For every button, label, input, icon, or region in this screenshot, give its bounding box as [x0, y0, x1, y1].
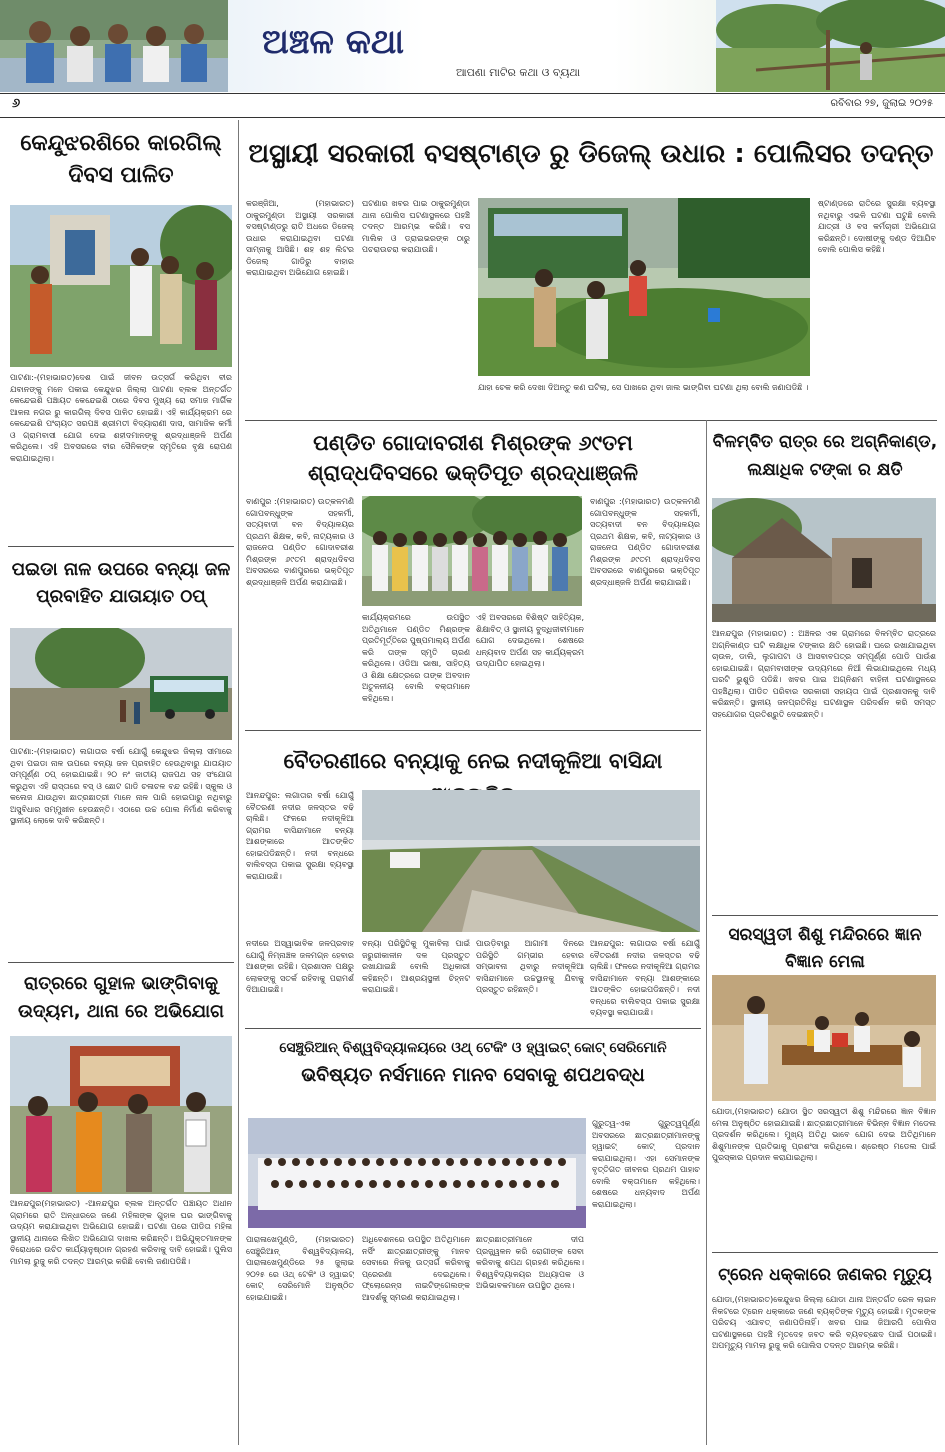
flood-road-photo — [10, 628, 232, 740]
flood-road-headline: ପଇଡା ନାଳ ଉପରେ ବନ୍ୟା ଜଳ ପ୍ରବାହିତ ଯାତାୟାତ ଠପ୍ — [11, 559, 231, 607]
nursing-body-col3: ଛାତ୍ରଛାତ୍ରୀମାନେ ଦୀପ ପ୍ରଜ୍ଜ୍ୱଳନ କରି ରୋଗୀଙ୍କ ସେବା କରିବାକୁ ଶପଥ ଗ୍ରହଣ କରିଥିଲେ। ବିଶ୍ୱବିଦ୍ୟାଳୟର ଅଧ୍ୟାପକ ଓ ଅଭିଭାବକମାନେ ଉପସ୍ଥିତ ଥିଲେ। — [476, 1235, 584, 1290]
saraswati-body: ଯୋଡା,(ମହାଭାରତ) ଯୋଡା ସ୍ଥିତ ସରସ୍ୱତୀ ଶିଶୁ ମନ୍ଦିରରେ ଜ୍ଞାନ ବିଜ୍ଞାନ ମେଳା ଅନୁଷ୍ଠିତ ହୋଇଯାଇଛି। ଛାତ୍ରଛାତ୍ରୀମାନେ ବିଭିନ୍ନ ବିଜ୍ଞାନ ମଡେଲ ପ୍ରଦର୍ଶନ କରିଥିଲେ। ମୁଖ୍ୟ ଅତିଥି ଭାବେ ଯୋଗ ଦେଇ ଅତିଥିମାନେ ଶିଶୁମାନଙ୍କ ପ୍ରତିଭାକୁ ପ୍ରଶଂସା କରିଥିଲେ। ଶ୍ରେଷ୍ଠ ମଡେଲ ପାଇଁ ପୁରସ୍କାର ପ୍ରଦାନ କରାଯାଇଥିଲା। — [712, 1107, 936, 1162]
issue-date: ରବିବାର ୨୭, ଜୁଲାଇ ୨୦୨୫ — [830, 98, 933, 109]
diesel-caption: ଯାହା ଚେକ କରି ଦେଖା ଦିଅନ୍ତୁ କଣ ଘଟିଲା, ସେ ପାଖରେ ଥିବା ଜାଲ ଭାଙ୍ଗିବା ଘଟଣା ଥିଲା ବୋଲି ଜଣାପଡିଛି । — [478, 383, 809, 392]
nursing-body-col1: ପାରାଳାଖେମୁଣ୍ଡି, (ମହାଭାରତ) ସେଞ୍ଚୁରିଆନ୍ ବିଶ୍ୱବିଦ୍ୟାଳୟ, ପାରାଳାଖେମୁଣ୍ଡିରେ ୨୫ ଜୁଲାଇ ୨୦୨୫ ରେ ଓଥ୍ ଟେକିଂ ଓ ହ୍ୱାଇଟ୍ କୋଟ୍ ସେରିମୋନି ଅନୁଷ୍ଠିତ ହୋଇଯାଇଛି। — [246, 1235, 354, 1302]
train-headline: ଟ୍ରେନ ଧକ୍କାରେ ଜଣକର ମୃତ୍ୟୁ — [718, 1265, 932, 1285]
godabarish-headline-2: ଶ୍ରାଦ୍ଧଦିବସରେ ଭକ୍ତିପୂତ ଶ୍ରଦ୍ଧାଞ୍ଜଳି — [308, 461, 638, 485]
center-rule-3 — [245, 1028, 701, 1029]
baitarani-body-col1: ଆନନ୍ଦପୁର: ଲଗାତାର ବର୍ଷା ଯୋଗୁଁ ବୈତରଣୀ ନଦୀର ଜଳସ୍ତର ବଢି ଚାଲିଛି। ଫଳରେ ନଦୀକୂଳିଆ ଗ୍ରାମର ବାସିନ୍ଦାମାନେ ବନ୍ୟା ଆଶଙ୍କାରେ ଆତଙ୍କିତ ହୋଇପଡିଛନ୍ତି। ନଦୀ ବନ୍ଧରେ ବାଲିବସ୍ତା ପକାଇ ସୁରକ୍ଷା ବ୍ୟବସ୍ଥା କରାଯାଉଛି। — [246, 791, 354, 881]
right-rule-1 — [712, 915, 938, 916]
center-rule-1 — [245, 420, 937, 421]
fire-photo — [712, 498, 936, 622]
date-strip-bottom-rule — [0, 117, 945, 118]
train-body: ଯୋଡା,(ମହାଭାରତ)କେନ୍ଦୁଝର ଜିଲ୍ଲା ଯୋଡା ଥାନା ଅନ୍ତର୍ଗତ ରେଳ ଲାଇନ ନିକଟରେ ଟ୍ରେନ ଧକ୍କାରେ ଜଣେ ବ୍ୟକ୍ତିଙ୍କ ମୃତ୍ୟୁ ହୋଇଛି। ମୃତକଙ୍କ ପରିଚୟ ଏଯାବତ୍ ଜଣାପଡିନାହିଁ। ଖବର ପାଇ ଜିଆରପି ପୋଲିସ ଘଟଣାସ୍ଥଳରେ ପହଞ୍ଚି ମୃତଦେହ ଜବତ କରି ବ୍ୟବଚ୍ଛେଦ ପାଇଁ ପଠାଇଛି। ଅପମୃତ୍ୟୁ ମାମଲା ରୁଜୁ କରି ପୋଲିସ ତଦନ୍ତ ଆରମ୍ଭ କରିଛି। — [712, 1295, 936, 1350]
right-column-rule — [706, 420, 707, 1445]
godabarish-body-col4: ବାଣପୁର :(ମହାଭାରତ) ଉତ୍କଳମଣି ଗୋପବନ୍ଧୁଙ୍କ ସହକର୍ମୀ, ସତ୍ୟବାଦୀ ବନ ବିଦ୍ୟାଳୟର ପ୍ରଥମ ଶିକ୍ଷକ, କବି, ନାଟ୍ୟକାର ଓ ରାଜନେତା ପଣ୍ଡିତ ଗୋଦାବରୀଶ ମିଶ୍ରଙ୍କ ୬୯ତମ ଶ୍ରାଦ୍ଧଦିବସ ଅବସରରେ ବାଣପୁରରେ ଭକ୍ତିପୂତ ଶ୍ରଦ୍ଧାଞ୍ଜଳି ଅର୍ପଣ କରାଯାଇଛି। — [590, 497, 700, 587]
cowshed-photo — [10, 1036, 232, 1194]
page-number: ୬ — [12, 96, 21, 111]
baitarani-body-col5: ଆନନ୍ଦପୁର: ଲଗାତାର ବର୍ଷା ଯୋଗୁଁ ବୈତରଣୀ ନଦୀର ଜଳସ୍ତର ବଢି ଚାଲିଛି। ଫଳରେ ନଦୀକୂଳିଆ ଗ୍ରାମର ବାସିନ୍ଦାମାନେ ବନ୍ୟା ଆଶଙ୍କାରେ ଆତଙ୍କିତ ହୋଇପଡିଛନ୍ତି। ନଦୀ ବନ୍ଧରେ ବାଲିବସ୍ତା ପକାଇ ସୁରକ୍ଷା ବ୍ୟବସ୍ଥା କରାଯାଉଛି। — [590, 939, 700, 1017]
masthead-tagline: ଆପଣା ମାଟିର କଥା ଓ ବ୍ୟଥା — [456, 66, 581, 79]
baitarani-body-col2: ନଦୀରେ ଅସ୍ୱାଭାବିକ ଜଳପ୍ରବାହ ଯୋଗୁଁ ନିମ୍ନାଞ୍ଚଳ ଜଳମଗ୍ନ ହେବାର ଆଶଙ୍କା ରହିଛି। ପ୍ରଶାସନ ପକ୍ଷରୁ ଲୋକଙ୍କୁ ସତର୍କ ରହିବାକୁ ପରାମର୍ଶ ଦିଆଯାଇଛି। — [246, 939, 354, 994]
baitarani-body-col3: ବନ୍ୟା ପରିସ୍ଥିତିକୁ ମୁକାବିଲା ପାଇଁ ଜରୁରୀକାଳୀନ ଦଳ ପ୍ରସ୍ତୁତ ରଖାଯାଇଛି ବୋଲି ଅଧିକାରୀ କହିଛନ୍ତି। ଆଶ୍ରୟସ୍ଥଳୀ ଚିହ୍ନଟ କରାଯାଇଛି। — [362, 939, 470, 994]
nursing-body-col2: ଅଧିବେଶନରେ ଉପସ୍ଥିତ ଅତିଥିମାନେ ନର୍ସିଂ ଛାତ୍ରଛାତ୍ରୀଙ୍କୁ ମାନବ ସେବାରେ ନିଜକୁ ଉତ୍ସର୍ଗ କରିବାକୁ ପ୍ରେରଣା ଦେଇଥିଲେ। ଫ୍ଲୋରେନ୍ସ ନାଇଟିଙ୍ଗେଲଙ୍କ ଆଦର୍ଶକୁ ସ୍ମରଣ କରାଯାଇଥିଲା। — [362, 1235, 470, 1302]
masthead-title: ଅଞ୍ଚଳ କଥା — [262, 22, 405, 62]
masthead-photo-children — [0, 0, 228, 92]
nursing-headline-1: ସେଞ୍ଚୁରିଆନ୍ ବିଶ୍ୱବିଦ୍ୟାଳୟରେ ଓଥ୍ ଟେକିଂ ଓ ହ୍ୱାଇଟ୍ କୋଟ୍ ସେରିମୋନି — [279, 1040, 667, 1056]
baitarani-photo — [362, 790, 700, 932]
left-column-rule — [238, 120, 239, 1445]
diesel-headline: ଅସ୍ଥାୟୀ ସରକାରୀ ବସଷ୍ଟାଣ୍ଡ ରୁ ଡିଜେଲ୍ ଉଧାର : ପୋଲିସର ତଦନ୍ତ — [248, 139, 934, 169]
right-rule-2 — [712, 1252, 938, 1253]
godabarish-body-col3: ଏହି ଅବସରରେ ବିଶିଷ୍ଟ ସାହିତ୍ୟିକ, ଶିକ୍ଷାବିତ୍ ଓ ସ୍ଥାନୀୟ ବୁଦ୍ଧିଜୀବୀମାନେ ଯୋଗ ଦେଇଥିଲେ। ଶେଷରେ ଧନ୍ୟବାଦ ଅର୍ପଣ ସହ କାର୍ଯ୍ୟକ୍ରମ ଉଦ୍ଯାପିତ ହୋଇଥିଲା। — [476, 613, 584, 668]
kargil-headline: କେନ୍ଦୁଝରଶିରେ କାରଗିଲ୍ ଦିବସ ପାଳିତ — [20, 131, 222, 188]
baitarani-body-col4: ପାଉଡ଼ିବାରୁ ଆଗାମୀ ଦିନରେ ପରିସ୍ଥିତି ଗମ୍ଭୀର ହେବାର ସମ୍ଭାବନା ଥିବାରୁ ନଦୀକୂଳିଆ ବାସିନ୍ଦାମାନେ ଉଚ୍ଚସ୍ଥାନକୁ ଯିବାକୁ ପ୍ରସ୍ତୁତ ରହିଛନ୍ତି। — [476, 939, 584, 994]
nursing-body-col4: ଗୁରୁତ୍ୱ-ଏକ ଗୁରୁତ୍ୱପୂର୍ଣ୍ଣ ଅବସରରେ ଛାତ୍ରଛାତ୍ରୀମାନଙ୍କୁ ହ୍ୱାଇଟ୍ କୋଟ୍ ପ୍ରଦାନ କରାଯାଇଥିଲା। ଏହା ସେମାନଙ୍କ ବୃତ୍ତିଗତ ଜୀବନର ପ୍ରଥମ ପାହାଚ ବୋଲି ବକ୍ତାମାନେ କହିଥିଲେ। ଶେଷରେ ଧନ୍ୟବାଦ ଅର୍ପଣ କରାଯାଇଥିଲା। — [592, 1119, 700, 1209]
godabarish-photo — [362, 496, 582, 606]
flood-road-body: ପାଟଣା:-(ମହାଭାରତ) ଲଗାତାର ବର୍ଷା ଯୋଗୁଁ କେନ୍ଦୁଝର ଜିଲ୍ଲା ସୀମାରେ ଥିବା ପଇଡା ନାଳ ଉପରେ ବନ୍ୟା ଜଳ ପ୍ରବାହିତ ହେଉଥିବାରୁ ଯାତାୟାତ ସମ୍ପୂର୍ଣ୍ଣ ଠପ୍ ହୋଇଯାଇଛି। ୨୦ ନଂ ଜାତୀୟ ରାଜପଥ ସହ ସଂଯୋଗ କରୁଥିବା ଏହି ରାସ୍ତାରେ ବସ୍ ଓ ଛୋଟ ଗାଡି ଚଳାଚଳ ବନ୍ଦ ରହିଛି। ସ୍କୁଲ ଓ କଲେଜ ଯାଉଥିବା ଛାତ୍ରଛାତ୍ରୀ ମାନେ ନାଳ ପାରି ହୋଇପାରୁ ନଥିବାରୁ ଅସୁବିଧାର ସମ୍ମୁଖୀନ ହେଉଛନ୍ତି। ଏଠାରେ ଉଚ୍ଚ ପୋଲ ନିର୍ମାଣ କରିବାକୁ ସ୍ଥାନୀୟ ଲୋକେ ଦାବି କରିଛନ୍ତି। — [10, 747, 232, 825]
diesel-body-col1: କରଞ୍ଜିଆ, (ମହାଭାରତ) ଠାକୁରମୁଣ୍ଡା ଅସ୍ଥାୟୀ ସରକାରୀ ବସଷ୍ଟାଣ୍ଡରୁ ରାତି ଅଧରେ ଡିଜେଲ୍ ଉଧାର କରାଯାଇଥିବା ଘଟଣା ସାମ୍ନାକୁ ଆସିଛି। ଶହ ଶହ ଲିଟର ଡିଜେଲ୍ ଗାଡିରୁ ବାହାର କରାଯାଇଥିବା ଅଭିଯୋଗ ହୋଇଛି। — [246, 199, 354, 277]
godabarish-body-col1: ବାଣପୁର :(ମହାଭାରତ) ଉତ୍କଳମଣି ଗୋପବନ୍ଧୁଙ୍କ ସହକର୍ମୀ, ସତ୍ୟବାଦୀ ବନ ବିଦ୍ୟାଳୟର ପ୍ରଥମ ଶିକ୍ଷକ, କବି, ନାଟ୍ୟକାର ଓ ରାଜନେତା ପଣ୍ଡିତ ଗୋଦାବରୀଶ ମିଶ୍ରଙ୍କ ୬୯ତମ ଶ୍ରାଦ୍ଧଦିବସ ଅବସରରେ ବାଣପୁରରେ ଭକ୍ତିପୂତ ଶ୍ରଦ୍ଧାଞ୍ଜଳି ଅର୍ପଣ କରାଯାଇଛି। — [246, 497, 354, 587]
godabarish-headline-1: ପଣ୍ଡିତ ଗୋଦାବରୀଶ ମିଶ୍ରଙ୍କ ୬୯ତମ — [313, 431, 633, 455]
nursing-headline-2: ଭବିଷ୍ୟତ ନର୍ସମାନେ ମାନବ ସେବାକୁ ଶପଥବଦ୍ଧ — [301, 1064, 645, 1086]
center-rule-2 — [245, 730, 701, 731]
baitarani-headline: ବୈତରଣୀରେ ବନ୍ୟାକୁ ନେଇ ନଦୀକୂଳିଆ ବାସିନ୍ଦା — [283, 749, 663, 773]
saraswati-photo — [712, 975, 936, 1101]
saraswati-headline: ସରସ୍ୱତୀ ଶିଶୁ ମନ୍ଦିରରେ ଜ୍ଞାନ ବିଜ୍ଞାନ ମେଳା — [728, 925, 922, 972]
diesel-body-col3: ଷ୍ଟାଣ୍ଡରେ ରାତିରେ ସୁରକ୍ଷା ବ୍ୟବସ୍ଥା ନଥିବାରୁ ଏଭଳି ଘଟଣା ଘଟୁଛି ବୋଲି ଯାତ୍ରୀ ଓ ବସ କର୍ମଚାରୀ ଅଭିଯୋଗ କରିଛନ୍ତି। ଦୋଷୀଙ୍କୁ ଦଣ୍ଡ ଦିଆଯିବ ବୋଲି ପୋଲିସ କହିଛି। — [818, 199, 936, 254]
date-strip-top-rule — [0, 93, 945, 94]
diesel-body-col2: ଘଟଣାର ଖବର ପାଇ ଠାକୁରମୁଣ୍ଡା ଥାନା ପୋଲିସ ଘଟଣାସ୍ଥଳରେ ପହଞ୍ଚି ତଦନ୍ତ ଆରମ୍ଭ କରିଛି। ବସ ମାଲିକ ଓ ଡ୍ରାଇଭରଙ୍କ ଠାରୁ ପଚରାଉଚରା କରାଯାଉଛି। — [362, 199, 470, 254]
left-rule-1 — [8, 546, 234, 547]
fire-headline: ବିଳମ୍ବିତ ରାତ୍ର ରେ ଅଗ୍ନିକାଣ୍ଡ, ଲକ୍ଷାଧିକ ଟଙ୍କା ର କ୍ଷତି — [712, 432, 938, 480]
godabarish-body-col2: କାର୍ଯ୍ୟକ୍ରମରେ ଉପସ୍ଥିତ ଅତିଥିମାନେ ପଣ୍ଡିତ ମିଶ୍ରଙ୍କ ପ୍ରତିମୂର୍ତ୍ତିରେ ପୁଷ୍ପମାଲ୍ୟ ଅର୍ପଣ କରି ତାଙ୍କ ସ୍ମୃତି ଚାରଣ କରିଥିଲେ। ଓଡିଆ ଭାଷା, ସାହିତ୍ୟ ଓ ଶିକ୍ଷା କ୍ଷେତ୍ରରେ ତାଙ୍କ ଅବଦାନ ଅତୁଳନୀୟ ବୋଲି ବକ୍ତାମାନେ କହିଥିଲେ। — [362, 613, 470, 703]
masthead-photo-landscape — [716, 0, 945, 92]
nursing-photo — [248, 1118, 586, 1228]
kargil-photo — [10, 205, 232, 367]
fire-body: ଆନନ୍ଦପୁର (ମହାଭାରତ) : ଅଞ୍ଚଳର ଏକ ଗ୍ରାମରେ ବିଳମ୍ବିତ ରାତ୍ରରେ ଅଗ୍ନିକାଣ୍ଡ ଘଟି ଲକ୍ଷାଧିକ ଟଙ୍କାର କ୍ଷତି ହୋଇଛି। ଘରେ ରଖାଯାଇଥିବା ଚାଉଳ, ଡାଲି, ଲୁଗାପଟା ଓ ଆସବାବପତ୍ର ସମ୍ପୂର୍ଣ୍ଣ ପୋଡି ପାଉଁଶ ହୋଇଯାଇଛି। ଗ୍ରାମବାସୀଙ୍କ ଉଦ୍ୟମରେ ନିଆଁ ଲିଭାଯାଇଥିଲେ ମଧ୍ୟ ଘରଟି ଭୁଶୁଡି ପଡିଛି। ଖବର ପାଇ ଅଗ୍ନିଶମ ବାହିନୀ ଘଟଣାସ୍ଥଳରେ ପହଞ୍ଚିଥିଲା। ପୀଡିତ ପରିବାର ସରକାରୀ ସହାୟତା ପାଇଁ ପ୍ରଶାସନକୁ ଦାବି କରିଛନ୍ତି। ସ୍ଥାନୀୟ ଜନପ୍ରତିନିଧି ଘଟଣାସ୍ଥଳ ପରିଦର୍ଶନ କରି ସମସ୍ତ ସହଯୋଗର ପ୍ରତିଶ୍ରୁତି ଦେଇଛନ୍ତି। — [712, 629, 936, 719]
kargil-body: ପାଟଣା:-(ମହାଭାରତ)ଦେଶ ପାଇଁ ଜୀବନ ଉତ୍ସର୍ଗ କରିଥିବା ବୀର ଯବାନଙ୍କୁ ମନେ ପକାଇ କେନ୍ଦୁଝର ଜିଲ୍ଲା ପାଟଣା ବ୍ଲକ ଅନ୍ତର୍ଗତ କେନ୍ଦେଇଶି ପଞ୍ଚାୟତ କେନ୍ଦେଇଶି ଠାରେ ଦିବସ ମୁଖ୍ୟ ରୋ ସମାଜ ମାର୍ଗିକ ଆଳନା ନଗର ରୁ କାରଗିଲ୍ ଦିବସ ପାଳିତ ହୋଇଛି। ଏହି କାର୍ଯ୍ୟକ୍ରମ ରେ କେନ୍ଦେଇଶି ପଂଚାୟତ ସରପଞ୍ଚ ଶ୍ରୀମତୀ ବିଦ୍ୟାରାଣୀ ଦାସ, ସାମାଜିକ କର୍ମୀ ଓ ଗ୍ରାମବାସୀ ଯୋଗ ଦେଇ ଶହୀଦମାନଙ୍କୁ ଶ୍ରଦ୍ଧାଞ୍ଜଳି ଅର୍ପଣ କରିଥିଲେ। ଏହି ଅବସରରେ ବୀର ସୈନିକଙ୍କ ସ୍ମୃତିରେ ବୃକ୍ଷ ରୋପଣ କରାଯାଇଥିଲା। — [10, 373, 232, 463]
diesel-photo — [478, 198, 810, 376]
left-rule-2 — [8, 962, 234, 963]
cowshed-body: ଆନନ୍ଦପୁର(ମହାଭାରତ) -ଆନନ୍ଦପୁର ବ୍ଲକ ଅନ୍ତର୍ଗତ ପଞ୍ଚାୟତ ଅଧୀନ ଗ୍ରାମରେ ରାତି ଅନ୍ଧାରରେ ଜଣେ ମହିଳାଙ୍କ ଗୁହାଳ ଘର ଭାଙ୍ଗିବାକୁ ଉଦ୍ୟମ କରାଯାଇଥିବା ଅଭିଯୋଗ ହୋଇଛି। ଘଟଣା ପରେ ପୀଡିତା ମହିଳା ସ୍ଥାନୀୟ ଥାନାରେ ଲିଖିତ ଅଭିଯୋଗ ଦାଖଲ କରିଛନ୍ତି। ଅଭିଯୁକ୍ତମାନଙ୍କ ବିରୋଧରେ ଉଚିତ କାର୍ଯ୍ୟାନୁଷ୍ଠାନ ଗ୍ରହଣ କରିବାକୁ ଦାବି ହୋଇଛି। ପୁଲିସ ମାମଲା ରୁଜୁ କରି ତଦନ୍ତ ଆରମ୍ଭ କରିଛି ବୋଲି ଜଣାପଡିଛି। — [10, 1199, 232, 1266]
cowshed-headline: ରାତ୍ରରେ ଗୁହାଳ ଭାଙ୍ଗିବାକୁ ଉଦ୍ୟମ, ଥାନା ରେ ଅଭିଯୋଗ — [18, 973, 224, 1022]
